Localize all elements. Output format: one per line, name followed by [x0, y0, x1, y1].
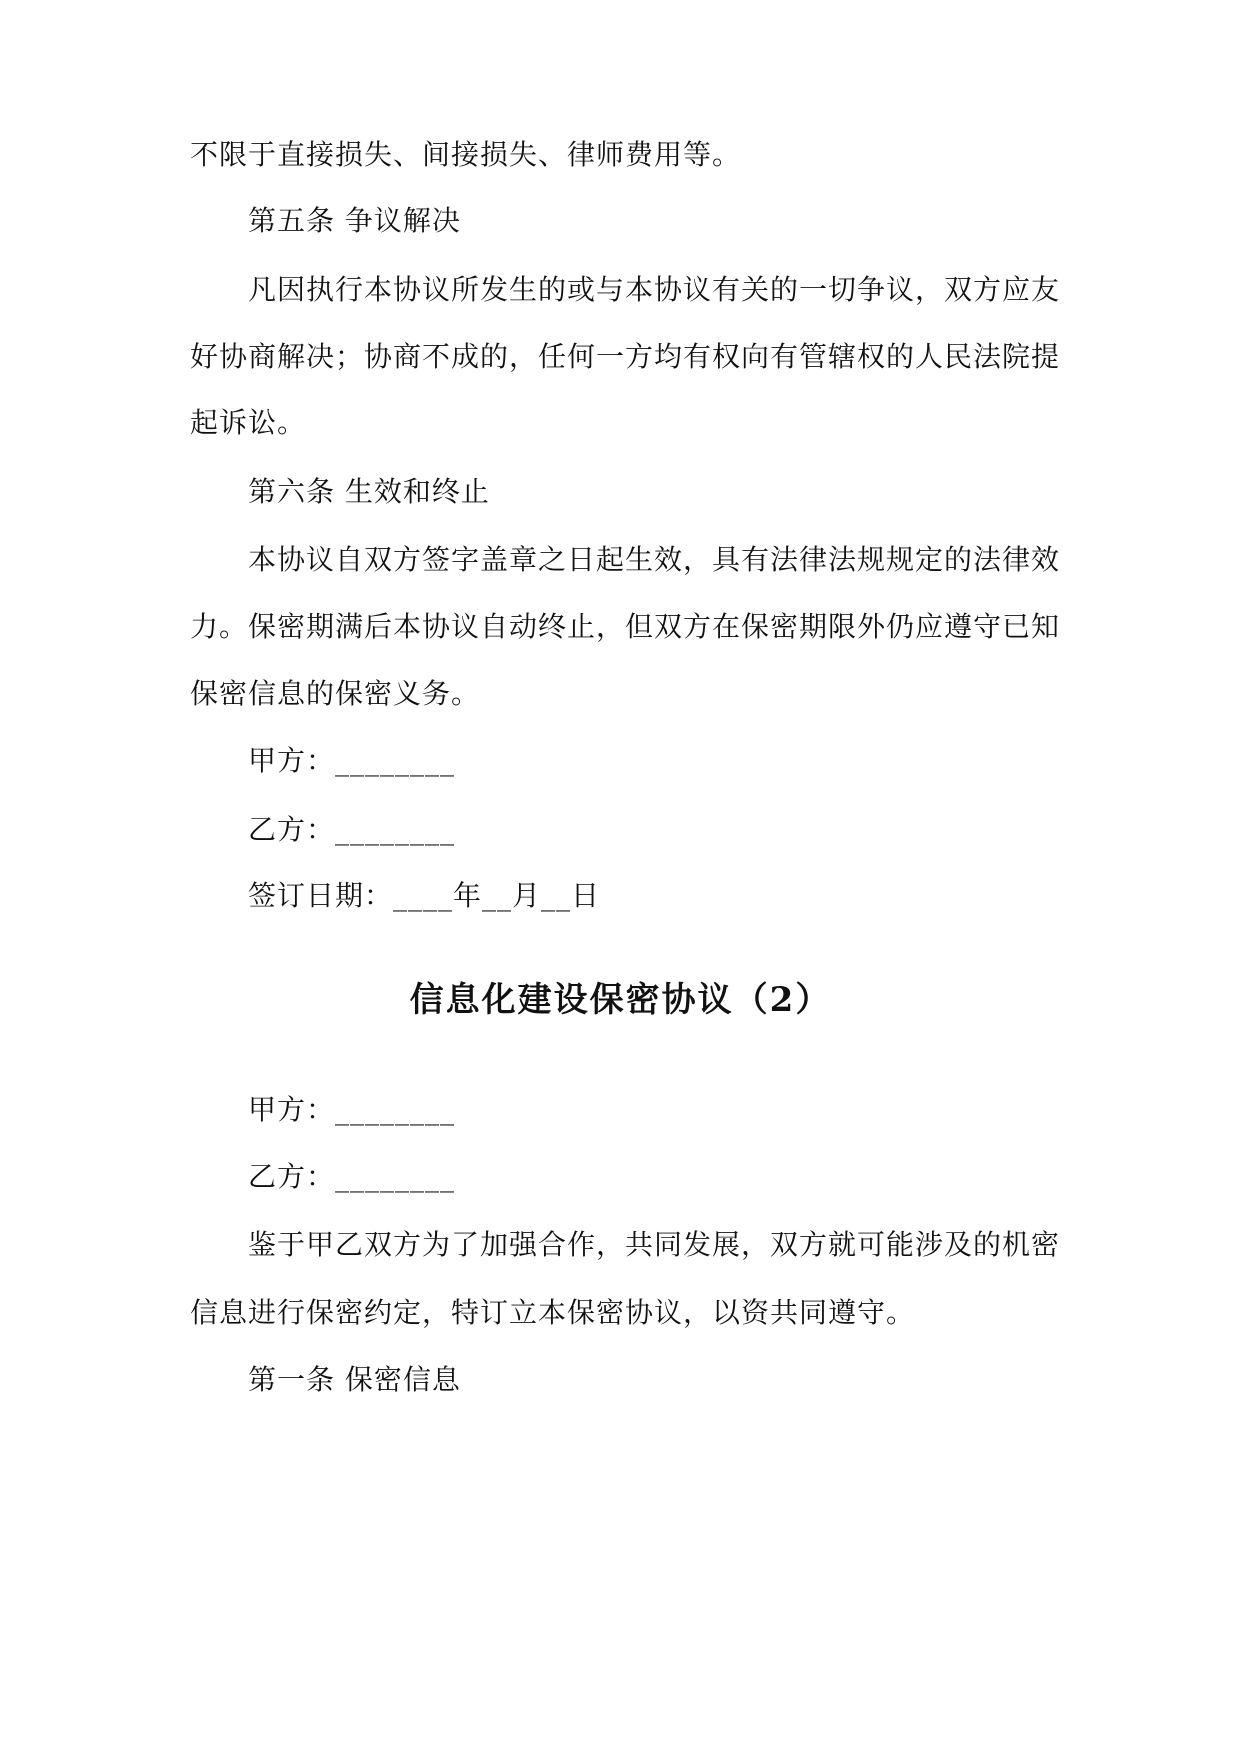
section-heading-6: 第六条 生效和终止 — [248, 475, 490, 508]
party-b-signature-line: 乙方：________ — [248, 813, 456, 846]
section-heading-1: 第一条 保密信息 — [248, 1363, 461, 1396]
paragraph-line: 力。保密期满后本协议自动终止，但双方在保密期限外仍应遵守已知 — [190, 610, 1061, 643]
party-b-line: 乙方：________ — [248, 1160, 456, 1193]
paragraph-line: 凡因执行本协议所发生的或与本协议有关的一切争议，双方应友 — [248, 273, 1061, 306]
paragraph-line: 本协议自双方签字盖章之日起生效，具有法律法规规定的法律效 — [248, 543, 1061, 576]
party-a-line: 甲方：________ — [248, 1093, 456, 1126]
paragraph-line: 鉴于甲乙双方为了加强合作，共同发展，双方就可能涉及的机密 — [248, 1228, 1061, 1261]
paragraph-line: 好协商解决；协商不成的，任何一方均有权向有管辖权的人民法院提 — [190, 340, 1061, 373]
paragraph-line: 起诉讼。 — [190, 406, 307, 439]
signing-date-line: 签订日期：____年__月__日 — [248, 879, 601, 912]
agreement-title: 信息化建设保密协议（2） — [409, 980, 832, 1020]
paragraph-line: 不限于直接损失、间接损失、律师费用等。 — [190, 138, 742, 171]
paragraph-line: 保密信息的保密义务。 — [190, 677, 481, 710]
section-heading-5: 第五条 争议解决 — [248, 204, 461, 237]
paragraph-line: 信息进行保密约定，特订立本保密协议，以资共同遵守。 — [190, 1296, 916, 1329]
party-a-signature-line: 甲方：________ — [248, 744, 456, 777]
